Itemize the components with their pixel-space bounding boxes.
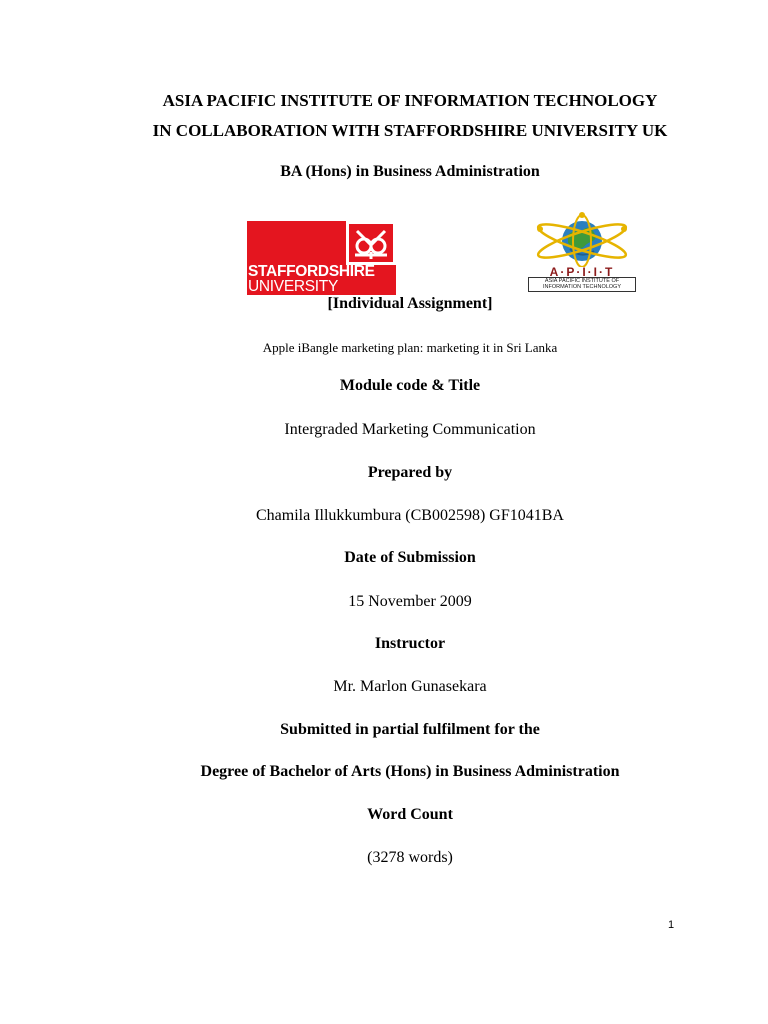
institute-title: ASIA PACIFIC INSTITUTE OF INFORMATION TECHNOLOGY (162, 91, 658, 110)
programme-title: BA (Hons) in Business Administration (280, 163, 540, 180)
staffordshire-logo-line2: UNIVERSITY (248, 278, 339, 295)
page-number: 1 (668, 919, 675, 931)
assignment-topic: Apple iBangle marketing plan: marketing it in Sri Lanka (262, 340, 558, 355)
staffordshire-knot-icon (346, 221, 396, 265)
apiit-wordmark: A·P·I·I·T (549, 265, 615, 279)
apiit-subtitle-line2: INFORMATION TECHNOLOGY (542, 284, 622, 290)
submission-date-heading: Date of Submission (344, 549, 476, 566)
instructor-heading: Instructor (374, 635, 446, 652)
apiit-logo (524, 211, 640, 293)
prepared-by-name: Chamila Illukkumbura (CB002598) GF1041BA (256, 507, 564, 524)
apiit-subtitle-line1: ASIA PACIFIC INSTITUTE OF (544, 278, 620, 284)
module-title: Intergraded Marketing Communication (284, 421, 536, 438)
word-count-value: (3278 words) (367, 849, 453, 866)
collaboration-title: IN COLLABORATION WITH STAFFORDSHIRE UNIVERSITY UK (152, 121, 668, 140)
module-heading: Module code & Title (339, 377, 481, 394)
staffordshire-logo (247, 221, 396, 295)
submission-date: 15 November 2009 (348, 593, 472, 610)
word-count-heading: Word Count (367, 806, 453, 823)
instructor-name: Mr. Marlon Gunasekara (333, 678, 487, 695)
staffordshire-logo-line1: STAFFORDSHIRE (248, 263, 375, 280)
fulfilment-line2: Degree of Bachelor of Arts (Hons) in Business Administration (200, 763, 620, 780)
prepared-by-heading: Prepared by (367, 464, 453, 481)
fulfilment-line1: Submitted in partial fulfilment for the (280, 721, 540, 738)
globe-atom-icon (524, 211, 640, 267)
assignment-type: [Individual Assignment] (327, 295, 493, 312)
